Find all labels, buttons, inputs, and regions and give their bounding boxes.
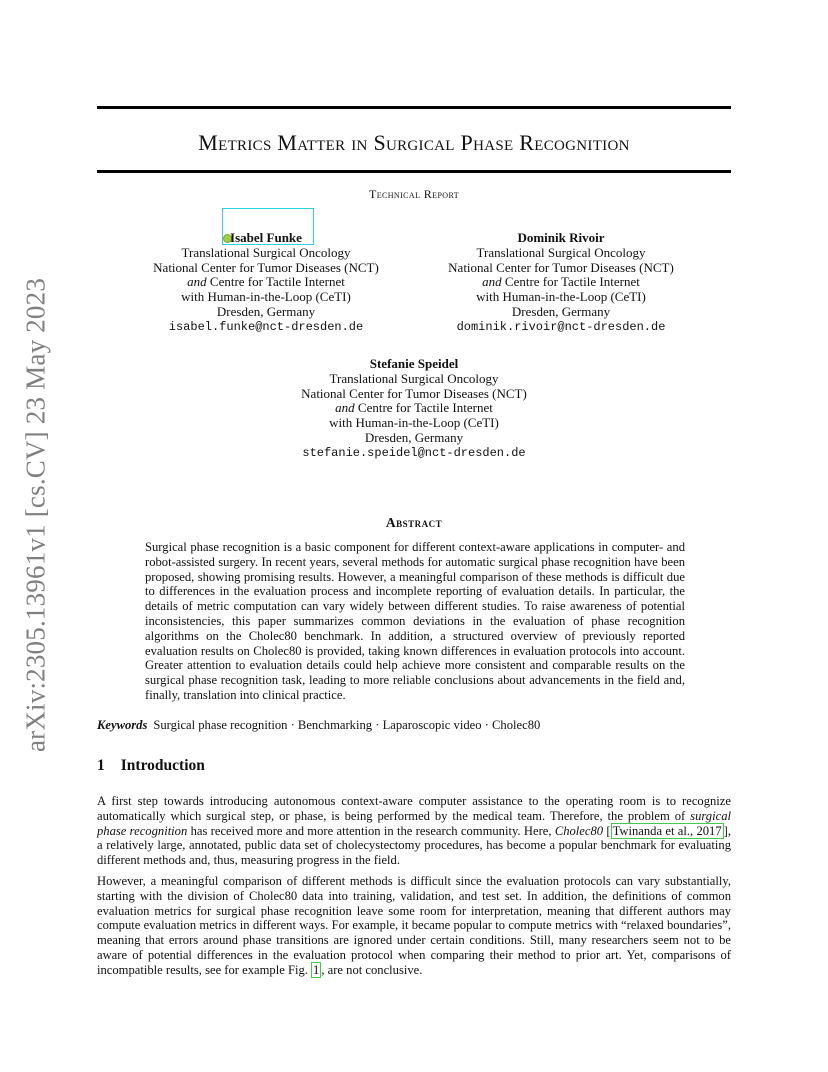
title-rule-top (97, 106, 731, 109)
para-emphasis: Cholec80 (554, 823, 604, 838)
keywords-line (97, 718, 731, 733)
citation-link[interactable]: Twinanda et al., 2017 (612, 823, 722, 838)
author-affiliation (435, 275, 687, 290)
para-text: A first step towards introducing autonomous context-aware computer assistance to the operating room is to recognize automatically which surgical step, or phase, is being performed by the medical team. Therefore, the problem of (97, 794, 731, 823)
author-affiliation: Translational Surgical Oncology (329, 370, 499, 386)
para-text: However, a meaningful comparison of different methods is difficult since the evaluation protocols can vary substantially, starting with the division of Cholec80 data into training, validation, and test set. In addition, the definitions of common evaluation metrics for surgical phase recognition leave some room for interpretation, meaning that different authors may compute evaluation metrics in different ways. For example, it became popular to compute metrics with “relaxed boundaries”, meaning that errors around phase transitions are ignored under certain conditions. Still, many researchers seem not to be aware of potential differences in the evaluation protocol when comparing their method to prior art. Yet, comparisons of incompatible results, see for example Fig. (97, 874, 731, 977)
and-word: and (187, 274, 207, 290)
title-rule-bottom (97, 170, 731, 173)
keywords-text: Surgical phase recognition · Benchmarking · Laparoscopic video · Cholec80 (153, 718, 541, 732)
author-name: Isabel Funke (230, 230, 302, 245)
author-location: Dresden, Germany (364, 429, 464, 445)
author-email[interactable]: isabel.funke@nct-dresden.de (168, 319, 364, 334)
author-location: Dresden, Germany (216, 303, 316, 319)
author-block (435, 231, 687, 335)
arxiv-identifier-stamp: arXiv:2305.13961v1 [cs.CV] 23 May 2023 (20, 277, 51, 753)
para-text: has received more and more attention in the research community. Here, (187, 823, 555, 838)
author-affiliation: National Center for Tumor Diseases (NCT) (448, 259, 674, 275)
author-block (140, 231, 392, 335)
report-type: Technical Report (368, 187, 460, 201)
author-location: Dresden, Germany (511, 303, 611, 319)
author-name: Dominik Rivoir (517, 230, 605, 245)
author-block (288, 357, 540, 461)
para-emphasis: surgical phase recognition (97, 808, 731, 838)
intro-paragraph (97, 794, 731, 868)
author-affiliation: with Human-in-the-Loop (CeTI) (329, 415, 499, 431)
author-affiliation: Translational Surgical Oncology (476, 244, 646, 260)
author-affiliation: National Center for Tumor Diseases (NCT) (153, 259, 379, 275)
author-affiliation: National Center for Tumor Diseases (NCT) (301, 385, 527, 401)
section-title: Introduction (120, 757, 205, 774)
intro-paragraph (97, 874, 731, 978)
abstract-heading: Abstract (385, 515, 443, 530)
author-affiliation (288, 401, 540, 416)
author-affiliation-rest: Centre for Tactile Internet (206, 274, 345, 290)
author-affiliation (140, 275, 392, 290)
author-affiliation: with Human-in-the-Loop (CeTI) (476, 289, 646, 305)
author-email[interactable]: stefanie.speidel@nct-dresden.de (302, 445, 526, 460)
section-number: 1 (97, 757, 105, 774)
paper-title: Metrics Matter in Surgical Phase Recognition (198, 130, 630, 155)
author-affiliation: with Human-in-the-Loop (CeTI) (181, 289, 351, 305)
author-affiliation: Translational Surgical Oncology (181, 244, 351, 260)
and-word: and (335, 400, 355, 416)
para-text: ], a relatively large, annotated, public data set of cholecystectomy procedures, has become a popular benchmark for evaluating different methods and, thus, measuring progress in the field. (97, 823, 731, 868)
and-word: and (482, 274, 502, 290)
para-text: [ (603, 823, 611, 838)
author-name: Stefanie Speidel (369, 356, 459, 371)
para-text: , are not conclusive. (321, 962, 423, 977)
author-affiliation-rest: Centre for Tactile Internet (354, 400, 493, 416)
author-email[interactable]: dominik.rivoir@nct-dresden.de (456, 319, 666, 334)
figure-reference-link[interactable]: 1 (313, 962, 320, 977)
abstract-body: Surgical phase recognition is a basic component for different context-aware applications in computer- and robot-assisted surgery. In recent years, several methods for automatic surgical phase recognition have been proposed, showing promising results. However, a meaningful comparison of these methods is difficult due to differences in the evaluation process and incomplete reporting of evaluation details. In particular, the details of metric computation can vary widely between different studies. To raise awareness of potential inconsistencies, this paper summarizes common deviations in the evaluation of phase recognition algorithms on the Cholec80 benchmark. In addition, a structured overview of previously reported evaluation results on Cholec80 is provided, taking known differences in evaluation protocols into account. Greater attention to evaluation details could help achieve more consistent and comparable results on the surgical phase recognition task, leading to more reliable conclusions about advancements in the field and, finally, translation into clinical practice. (145, 540, 685, 702)
keywords-label: Keywords (97, 718, 148, 732)
section-heading (97, 757, 205, 775)
author-affiliation-rest: Centre for Tactile Internet (501, 274, 640, 290)
